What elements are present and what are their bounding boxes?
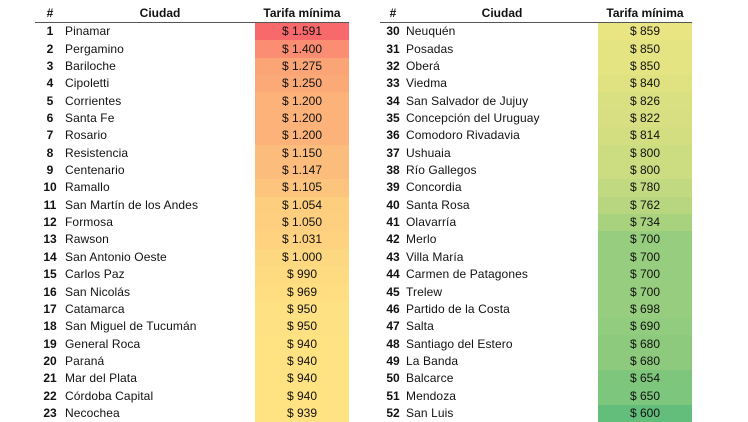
table-row (35, 353, 349, 370)
row-number: 31 (380, 40, 406, 57)
row-fee: $ 680 (598, 335, 692, 352)
row-number: 51 (380, 388, 406, 405)
table-body-right (380, 23, 692, 422)
row-city: Formosa (65, 214, 255, 231)
header-row (380, 4, 692, 23)
header-city: Ciudad (406, 4, 598, 23)
row-city: San Martín de los Andes (65, 197, 255, 214)
row-number: 47 (380, 318, 406, 335)
row-city: Balcarce (406, 370, 598, 387)
row-fee: $ 1.054 (255, 197, 349, 214)
row-number: 42 (380, 231, 406, 248)
table-row (35, 162, 349, 179)
row-number: 32 (380, 58, 406, 75)
row-city: Rosario (65, 127, 255, 144)
row-fee: $ 654 (598, 370, 692, 387)
row-number: 20 (35, 353, 65, 370)
row-city: Cipoletti (65, 75, 255, 92)
table-row (380, 335, 692, 352)
row-city: Neuquén (406, 23, 598, 41)
row-number: 12 (35, 214, 65, 231)
row-number: 6 (35, 110, 65, 127)
row-number: 1 (35, 23, 65, 41)
row-fee: $ 950 (255, 318, 349, 335)
table-row (35, 405, 349, 422)
row-number: 10 (35, 179, 65, 196)
table-row (35, 179, 349, 196)
row-city: Concepción del Uruguay (406, 110, 598, 127)
row-fee: $ 700 (598, 249, 692, 266)
row-fee: $ 700 (598, 266, 692, 283)
header-row (35, 4, 349, 23)
table-row (380, 127, 692, 144)
row-number: 37 (380, 145, 406, 162)
row-fee: $ 1.105 (255, 179, 349, 196)
table-row (35, 197, 349, 214)
row-fee: $ 700 (598, 231, 692, 248)
header-city: Ciudad (65, 4, 255, 23)
table-row (35, 266, 349, 283)
row-city: Viedma (406, 75, 598, 92)
table-row (35, 127, 349, 144)
table-row (380, 370, 692, 387)
table-row (35, 58, 349, 75)
table-row (380, 179, 692, 196)
row-city: Rawson (65, 231, 255, 248)
row-fee: $ 600 (598, 405, 692, 422)
row-city: Santiago del Estero (406, 335, 598, 352)
table-row (35, 283, 349, 300)
row-number: 45 (380, 283, 406, 300)
header-number: # (35, 4, 65, 23)
table-row (380, 197, 692, 214)
table-row (35, 214, 349, 231)
table-row (380, 283, 692, 300)
row-city: Resistencia (65, 145, 255, 162)
row-fee: $ 859 (598, 23, 692, 41)
row-city: Salta (406, 318, 598, 335)
row-number: 9 (35, 162, 65, 179)
row-city: Partido de la Costa (406, 301, 598, 318)
row-fee: $ 1.400 (255, 40, 349, 57)
row-fee: $ 734 (598, 214, 692, 231)
row-number: 40 (380, 197, 406, 214)
row-city: Ushuaia (406, 145, 598, 162)
row-fee: $ 814 (598, 127, 692, 144)
table-row (35, 388, 349, 405)
tariff-table-right (380, 4, 692, 422)
row-city: San Miguel de Tucumán (65, 318, 255, 335)
row-fee: $ 1.200 (255, 127, 349, 144)
table-row (380, 23, 692, 41)
row-fee: $ 940 (255, 353, 349, 370)
table-row (35, 370, 349, 387)
row-city: Comodoro Rivadavia (406, 127, 598, 144)
row-fee: $ 1.150 (255, 145, 349, 162)
row-city: Concordia (406, 179, 598, 196)
row-number: 8 (35, 145, 65, 162)
row-fee: $ 1.200 (255, 110, 349, 127)
row-city: Merlo (406, 231, 598, 248)
row-city: Mar del Plata (65, 370, 255, 387)
row-fee: $ 950 (255, 301, 349, 318)
row-city: Corrientes (65, 92, 255, 109)
table-body-left (35, 23, 349, 422)
row-number: 49 (380, 353, 406, 370)
table-row (380, 405, 692, 422)
table-row (35, 92, 349, 109)
row-number: 52 (380, 405, 406, 422)
row-city: Villa María (406, 249, 598, 266)
row-city: San Salvador de Jujuy (406, 92, 598, 109)
row-number: 13 (35, 231, 65, 248)
row-city: Trelew (406, 283, 598, 300)
row-fee: $ 680 (598, 353, 692, 370)
row-fee: $ 1.591 (255, 23, 349, 41)
row-fee: $ 940 (255, 335, 349, 352)
table-row (380, 231, 692, 248)
row-city: Olavarría (406, 214, 598, 231)
row-city: Santa Rosa (406, 197, 598, 214)
row-fee: $ 1.200 (255, 92, 349, 109)
row-fee: $ 1.000 (255, 249, 349, 266)
row-fee: $ 650 (598, 388, 692, 405)
row-fee: $ 800 (598, 145, 692, 162)
row-fee: $ 969 (255, 283, 349, 300)
row-number: 16 (35, 283, 65, 300)
header-fee: Tarifa mínima (598, 4, 692, 23)
table-row (35, 301, 349, 318)
table-row (35, 110, 349, 127)
row-fee: $ 700 (598, 283, 692, 300)
row-number: 36 (380, 127, 406, 144)
row-fee: $ 1.250 (255, 75, 349, 92)
row-fee: $ 940 (255, 388, 349, 405)
row-number: 38 (380, 162, 406, 179)
table-row (380, 301, 692, 318)
table-row (380, 388, 692, 405)
row-city: General Roca (65, 335, 255, 352)
row-city: Necochea (65, 405, 255, 422)
row-fee: $ 850 (598, 58, 692, 75)
tariff-table-left (35, 4, 349, 422)
row-fee: $ 1.050 (255, 214, 349, 231)
table-row (35, 318, 349, 335)
row-fee: $ 1.147 (255, 162, 349, 179)
row-number: 48 (380, 335, 406, 352)
row-city: Mendoza (406, 388, 598, 405)
row-city: Carmen de Patagones (406, 266, 598, 283)
row-city: Bariloche (65, 58, 255, 75)
table-row (35, 23, 349, 41)
table-row (380, 214, 692, 231)
row-fee: $ 690 (598, 318, 692, 335)
row-city: Ramallo (65, 179, 255, 196)
row-number: 23 (35, 405, 65, 422)
row-city: Oberá (406, 58, 598, 75)
row-number: 11 (35, 197, 65, 214)
table-row (380, 40, 692, 57)
row-number: 19 (35, 335, 65, 352)
row-number: 17 (35, 301, 65, 318)
row-number: 41 (380, 214, 406, 231)
row-number: 30 (380, 23, 406, 41)
row-city: Catamarca (65, 301, 255, 318)
row-fee: $ 800 (598, 162, 692, 179)
row-number: 5 (35, 92, 65, 109)
row-number: 35 (380, 110, 406, 127)
row-number: 15 (35, 266, 65, 283)
row-fee: $ 940 (255, 370, 349, 387)
row-number: 43 (380, 249, 406, 266)
table-row (380, 92, 692, 109)
row-city: Pinamar (65, 23, 255, 41)
table-row (380, 249, 692, 266)
row-city: Centenario (65, 162, 255, 179)
row-city: Pergamino (65, 40, 255, 57)
row-number: 18 (35, 318, 65, 335)
row-number: 50 (380, 370, 406, 387)
row-city: Río Gallegos (406, 162, 598, 179)
table-row (380, 162, 692, 179)
row-number: 2 (35, 40, 65, 57)
table-row (380, 353, 692, 370)
row-city: Paraná (65, 353, 255, 370)
table-row (380, 110, 692, 127)
table-row (380, 318, 692, 335)
row-number: 39 (380, 179, 406, 196)
table-row (380, 145, 692, 162)
table-row (35, 40, 349, 57)
row-number: 34 (380, 92, 406, 109)
row-city: San Nicolás (65, 283, 255, 300)
row-number: 21 (35, 370, 65, 387)
table-row (35, 231, 349, 248)
row-fee: $ 990 (255, 266, 349, 283)
row-fee: $ 1.275 (255, 58, 349, 75)
table-row (380, 58, 692, 75)
table-row (380, 266, 692, 283)
row-number: 22 (35, 388, 65, 405)
table-row (35, 145, 349, 162)
row-city: La Banda (406, 353, 598, 370)
row-city: Carlos Paz (65, 266, 255, 283)
row-city: Santa Fe (65, 110, 255, 127)
header-fee: Tarifa mínima (255, 4, 349, 23)
row-fee: $ 850 (598, 40, 692, 57)
row-fee: $ 939 (255, 405, 349, 422)
row-number: 4 (35, 75, 65, 92)
row-number: 14 (35, 249, 65, 266)
row-number: 44 (380, 266, 406, 283)
table-row (35, 75, 349, 92)
row-city: San Luis (406, 405, 598, 422)
row-fee: $ 780 (598, 179, 692, 196)
row-city: Córdoba Capital (65, 388, 255, 405)
row-number: 46 (380, 301, 406, 318)
row-fee: $ 840 (598, 75, 692, 92)
row-fee: $ 1.031 (255, 231, 349, 248)
row-fee: $ 698 (598, 301, 692, 318)
row-city: San Antonio Oeste (65, 249, 255, 266)
table-row (380, 75, 692, 92)
table-row (35, 249, 349, 266)
row-fee: $ 826 (598, 92, 692, 109)
table-row (35, 335, 349, 352)
row-number: 33 (380, 75, 406, 92)
header-number: # (380, 4, 406, 23)
row-number: 7 (35, 127, 65, 144)
row-fee: $ 822 (598, 110, 692, 127)
row-city: Posadas (406, 40, 598, 57)
row-fee: $ 762 (598, 197, 692, 214)
row-number: 3 (35, 58, 65, 75)
